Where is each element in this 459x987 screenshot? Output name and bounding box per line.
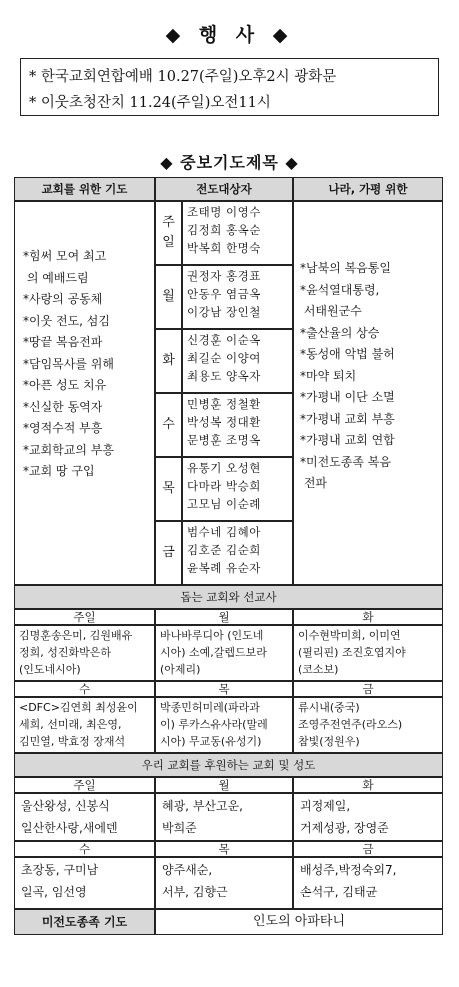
church-prayer-line: *영적수적 부흥 [23, 421, 103, 435]
nation-prayer-line: *남북의 복음통일 [300, 261, 391, 275]
supporters-line: 배성주,박정숙외7, [300, 863, 397, 877]
name-line: 민병훈 정철환 [187, 397, 261, 411]
missions-cell [14, 625, 155, 681]
day-label [155, 265, 182, 329]
supporters-cell [14, 793, 155, 841]
nation-prayer-line: *출산율의 상승 [300, 325, 380, 340]
supporters-day: 주일 [14, 777, 155, 793]
events-title: ◆ 행 사 ◆ [165, 24, 294, 46]
missions-line: 박종민허미레(파라과 [160, 701, 260, 714]
supporters-line: 괴정제일, [300, 799, 351, 813]
name-line: 박복희 한명숙 [187, 241, 261, 255]
church-prayer-line: *이웃 전도, 섬김 [23, 313, 110, 328]
missions-cell [155, 697, 293, 753]
evangelism-names [182, 393, 293, 457]
supporters-cell [155, 793, 293, 841]
name-line: 이강남 장인철 [187, 305, 261, 319]
day-label-text: 주 일 [162, 215, 175, 250]
missions-line: 시아) 소예,갈렙드보라 [160, 646, 267, 659]
nation-prayer-line: *미전도종족 복음 [300, 454, 391, 469]
missions-line: (코소보) [298, 663, 339, 676]
unreached-label: 미전도종족 기도 [14, 909, 155, 935]
name-line: 조태명 이영수 [187, 205, 261, 219]
day-label [155, 393, 182, 457]
event-item: * 한국교회연합예배 10.27(주일)오후2시 광화문 [29, 69, 337, 85]
name-line: 안동우 염금옥 [187, 287, 261, 301]
name-line: 윤복례 유순자 [187, 561, 261, 575]
church-prayer-line: *담임목사를 위해 [23, 356, 114, 371]
church-prayer-line: *신실한 동역자 [23, 399, 103, 414]
church-prayer-line: 의 예배드림 [23, 270, 89, 285]
missions-day: 주일 [14, 609, 155, 625]
supporters-line: 일곡, 임선영 [21, 885, 87, 899]
missions-line: <DFC>김연희 최성윤이 [19, 701, 138, 714]
supporters-line: 거제성광, 장영준 [300, 821, 389, 835]
day-label-text: 월 [162, 289, 175, 304]
evangelism-names [182, 265, 293, 329]
day-label [155, 201, 182, 265]
supporters-header: 우리 교회를 후원하는 교회 및 성도 [14, 753, 443, 777]
day-label-text: 금 [162, 545, 175, 560]
missions-line: 이) 루카스유사라(말레 [160, 718, 268, 731]
nation-prayer-line: *가평내 교회 부흥 [300, 411, 395, 426]
day-label [155, 457, 182, 521]
missions-line: 류시내(중국) [298, 701, 360, 714]
nation-prayer-line: *윤석열대통령, [300, 282, 380, 297]
church-prayer-line: *힘써 모여 최고 [23, 249, 107, 263]
missions-line: 참빛(정원우) [298, 735, 360, 748]
supporters-cell [293, 793, 443, 841]
supporters-line: 양주새순, [162, 863, 213, 877]
name-line: 유통기 오성현 [187, 461, 261, 475]
supporters-cell [14, 857, 155, 909]
supporters-line: 일산한사랑,새에덴 [21, 821, 118, 835]
missions-line: 바나바루디아 (인도네 [160, 629, 264, 642]
event-item: * 이웃초청잔치 11.24(주일)오전11시 [29, 95, 271, 111]
missions-line: 세희, 선미래, 최은영, [19, 718, 122, 731]
supporters-cell [293, 857, 443, 909]
supporters-line: 박희준 [162, 821, 197, 835]
missions-day: 금 [293, 681, 443, 697]
name-line: 박성복 정대환 [187, 415, 261, 429]
prayer-title: ◆ 중보기도제목 ◆ [160, 153, 299, 172]
events-box [20, 58, 439, 116]
church-prayer-line: *사랑의 공동체 [23, 292, 103, 306]
column-header-church: 교회를 위한 기도 [14, 177, 155, 201]
name-line: 고모님 이순례 [187, 497, 261, 511]
supporters-day: 수 [14, 841, 155, 857]
column-header-nation: 나라, 가평 위한 [293, 177, 443, 201]
nation-prayer-cell [293, 201, 443, 585]
nation-prayer-line: 전파 [300, 476, 327, 490]
missions-line: (아제리) [160, 663, 201, 676]
missions-day: 월 [155, 609, 293, 625]
nation-prayer-line: *가평내 교회 연합 [300, 433, 395, 447]
name-line: 범수네 김혜아 [187, 525, 261, 539]
missions-line: 시아) 무교동(유성기) [160, 735, 262, 748]
nation-prayer-line: *동성애 악법 불허 [300, 347, 395, 361]
missions-line: (필리핀) 조진호엽지야 [298, 646, 406, 659]
evangelism-names [182, 329, 293, 393]
missions-line: 이수현박미희, 이미연 [298, 629, 401, 642]
name-line: 신경훈 이순옥 [187, 333, 261, 347]
missions-cell [14, 697, 155, 753]
supporters-day: 목 [155, 841, 293, 857]
supporters-day: 금 [293, 841, 443, 857]
supporters-line: 초장동, 구미남 [21, 863, 99, 877]
church-prayer-line: *땅끝 복음전파 [23, 335, 103, 349]
day-label-text: 수 [162, 417, 175, 432]
evangelism-names [182, 201, 293, 265]
missions-header: 돕는 교회와 선교사 [14, 585, 443, 609]
day-label [155, 521, 182, 585]
supporters-line: 울산왕성, 신봉식 [21, 799, 110, 813]
name-line: 최길순 이양여 [187, 351, 261, 365]
name-line: 최용도 양옥자 [187, 369, 261, 383]
church-prayer-line: *교회 땅 구입 [23, 464, 95, 478]
supporters-day: 월 [155, 777, 293, 793]
supporters-day: 화 [293, 777, 443, 793]
name-line: 김호준 김순희 [187, 543, 261, 557]
missions-line: 조영주전연주(라오스) [298, 718, 403, 731]
missions-line: 김명훈송은미, 김원배유 [19, 629, 133, 642]
nation-prayer-line: *가평내 이단 소멸 [300, 390, 395, 404]
nation-prayer-line: 서태원군수 [300, 304, 362, 318]
missions-day: 수 [14, 681, 155, 697]
supporters-cell [155, 857, 293, 909]
name-line: 문병훈 조명옥 [187, 433, 261, 447]
evangelism-names [182, 521, 293, 585]
church-prayer-cell [14, 201, 155, 585]
supporters-line: 손석구, 김태균 [300, 885, 378, 899]
day-label [155, 329, 182, 393]
name-line: 권정자 홍경표 [187, 269, 261, 283]
unreached-value: 인도의 아파타니 [155, 909, 443, 935]
missions-day: 화 [293, 609, 443, 625]
missions-cell [293, 697, 443, 753]
missions-day: 목 [155, 681, 293, 697]
name-line: 김정희 홍옥순 [187, 223, 261, 237]
missions-cell [293, 625, 443, 681]
day-label-text: 목 [162, 481, 175, 496]
supporters-line: 서부, 김향근 [162, 885, 228, 899]
nation-prayer-line: *마약 퇴치 [300, 368, 357, 383]
church-prayer-line: *교회학교의 부흥 [23, 442, 114, 457]
prayer-table [14, 177, 443, 947]
missions-line: 김민열, 박효정 장재석 [19, 735, 126, 748]
evangelism-names [182, 457, 293, 521]
church-prayer-line: *아픈 성도 치유 [23, 378, 107, 392]
column-header-evangelism: 전도대상자 [155, 177, 293, 201]
missions-line: (인도네시아) [19, 663, 81, 676]
missions-line: 정희, 성진화박은하 [19, 646, 112, 659]
supporters-line: 혜광, 부산고운, [162, 799, 243, 813]
day-label-text: 화 [162, 353, 175, 368]
name-line: 다마라 박승희 [187, 479, 261, 493]
missions-cell [155, 625, 293, 681]
